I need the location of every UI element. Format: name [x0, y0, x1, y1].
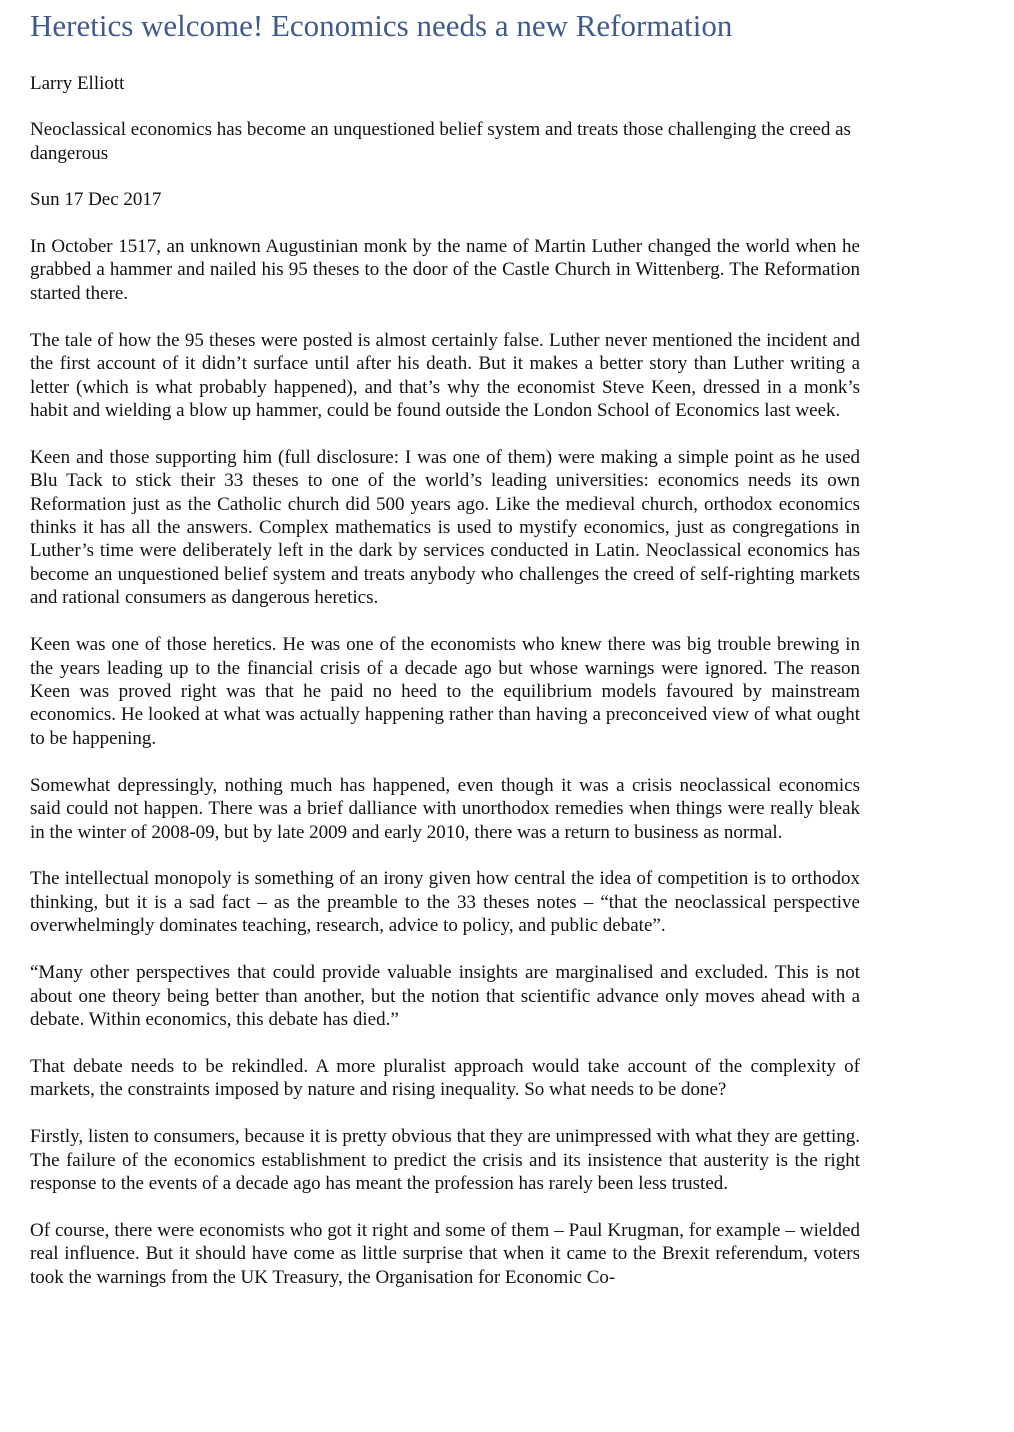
body-paragraph: The intellectual monopoly is something of an irony given how central the idea of competition is to orthodox thinking, but it is a sad fact – as the preamble to the 33 theses notes – “that the neoclassical perspective overwhelmingly dominates teaching, research, advice to policy, and public debate”.: [30, 868, 860, 937]
article-date: Sun 17 Dec 2017: [30, 189, 162, 210]
body-paragraph: Firstly, listen to consumers, because it is pretty obvious that they are unimpressed with what they are getting. The failure of the economics establishment to predict the crisis and its insistence that austerity is the right response to the events of a decade ago has meant the profession has rarely been less trusted.: [30, 1126, 860, 1194]
body-paragraph: That debate needs to be rekindled. A more pluralist approach would take account of the complexity of markets, the constraints imposed by nature and rising inequality. So what needs to be done?: [30, 1055, 860, 1101]
body-paragraph: Somewhat depressingly, nothing much has happened, even though it was a crisis neoclassical economics said could not happen. There was a brief dalliance with unorthodox remedies when things were really bleak in the winter of 2008-09, but by late 2009 and early 2010, there was a return to business as normal.: [30, 774, 860, 843]
article-page: [30, 0, 860, 1289]
body-paragraph: Keen was one of those heretics. He was one of the economists who knew there was big trouble brewing in the years leading up to the financial crisis of a decade ago but whose warnings were ignored. The reason Keen was proved right was that he paid no heed to the equilibrium models favoured by mainstream economics. He looked at what was actually happening rather than having a preconceived view of what ought to be happening.: [30, 634, 860, 749]
body-paragraph: The tale of how the 95 theses were posted is almost certainly false. Luther never mentioned the incident and the first account of it didn’t surface until after his death. But it makes a better story than Luther writing a letter (which is what probably happened), and that’s why the economist Steve Keen, dressed in a monk’s habit and wielding a blow up hammer, could be found outside the London School of Economics last week.: [30, 329, 860, 421]
article-standfirst: Neoclassical economics has become an unquestioned belief system and treats those challenging the creed as dangerous: [30, 119, 851, 164]
body-paragraph: Keen and those supporting him (full disclosure: I was one of them) were making a simple point as he used Blu Tack to stick their 33 theses to one of the world’s leading universities: economics needs its own Reformation just as the Catholic church did 500 years ago. Like the medieval church, orthodox economics thinks it has all the answers. Complex mathematics is used to mystify economics, just as congregations in Luther’s time were deliberately left in the dark by services conducted in Latin. Neoclassical economics has become an unquestioned belief system and treats anybody who challenges the creed of self-righting markets and rational consumers as dangerous heretics.: [30, 446, 860, 609]
article-author: Larry Elliott: [30, 73, 125, 94]
article-title: Heretics welcome! Economics needs a new Reformation: [30, 8, 733, 43]
body-paragraph: “Many other perspectives that could provide valuable insights are marginalised and excluded. This is not about one theory being better than another, but the notion that scientific advance only moves ahead with a debate. Within economics, this debate has died.”: [30, 962, 860, 1030]
body-paragraph: Of course, there were economists who got it right and some of them – Paul Krugman, for example – wielded real influence. But it should have come as little surprise that when it came to the Brexit referendum, voters took the warnings from the UK Treasury, the Organisation for Economic Co-: [30, 1219, 860, 1288]
body-paragraph: In October 1517, an unknown Augustinian monk by the name of Martin Luther changed the world when he grabbed a hammer and nailed his 95 theses to the door of the Castle Church in Wittenberg. The Reformation started there.: [30, 236, 860, 304]
